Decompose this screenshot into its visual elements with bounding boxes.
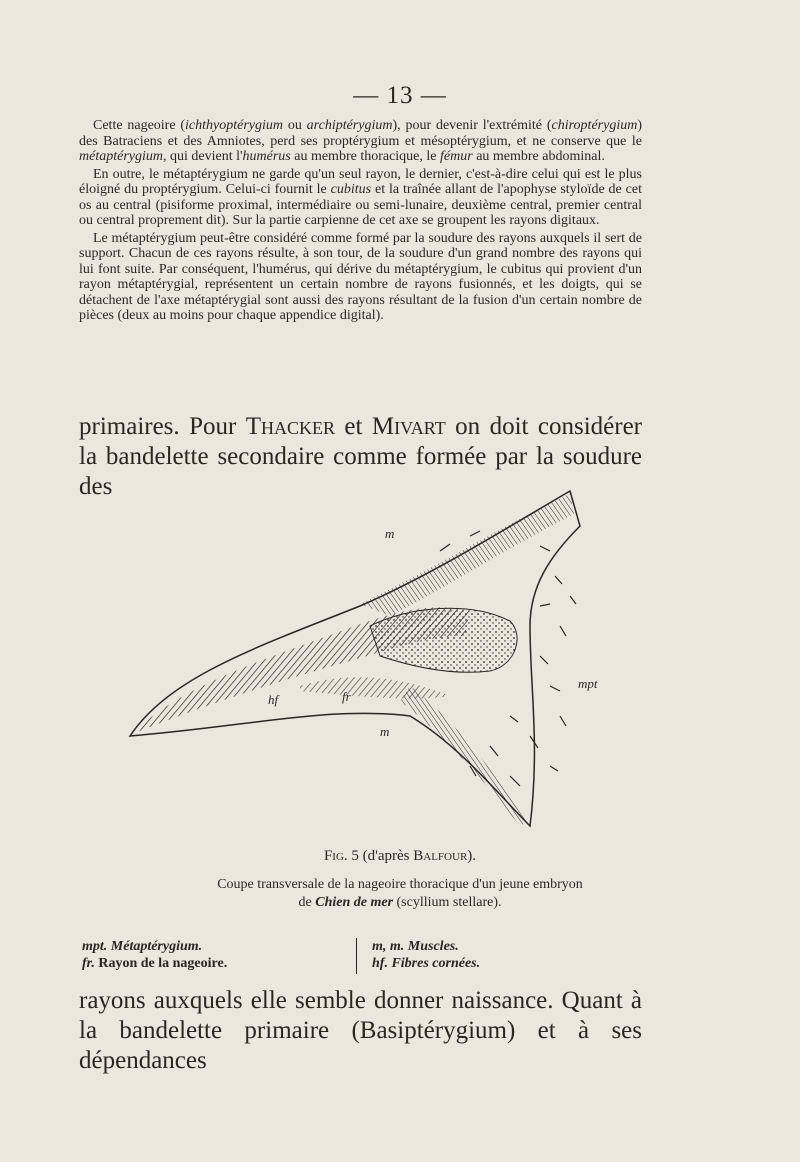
paragraph-1: Cette nageoire (ichthyoptérygium ou archiptérygium), pour devenir l'extrémité (chiroptérygium) des Batraciens et des Amniotes, perd ses proptérygium et mésoptérygium, et ne conserve que le métaptérygium, qui devient l'humérus au membre thoracique, le fémur au membre abdominal. [79, 118, 642, 164]
label-hf: hf [268, 692, 279, 707]
fig-prefix: Fig. [323, 848, 348, 864]
small-print-text [79, 118, 642, 324]
label-m-top: m [385, 526, 395, 541]
upper-muscle-band [360, 494, 574, 616]
inner-ray [300, 677, 450, 698]
label-m-bottom: m [380, 724, 390, 739]
paragraph-3: Le métaptérygium peut-être considéré comme formé par la soudure des rayons auxquels il sert de support. Chacun de ces rayons résulte, à son tour, de la soudure d'un grand nombre des rayons qui lui font suite. Par conséquent, l'humérus, qui dérive du métaptérygium, le cubitus qui provient d'un rayon métaptérygial, représentent un certain nombre de rayons fusionnés, et les doigts, qui se détachent de l'axe métaptérygial sont aussi des rayons résultant de la fusion d'un certain nombre de pièces (deux au moins pour chaque appendice digital). [79, 230, 642, 323]
fig-author: Balfour [413, 848, 468, 864]
caption-line-2: de Chien de mer (scyllium stellare). [298, 895, 502, 910]
fig-rest: 5 (d'après [347, 848, 414, 864]
legend-item: m, m. Muscles. [372, 939, 459, 954]
cartilage-mass [370, 608, 517, 672]
paragraph-2: En outre, le métaptérygium ne garde qu'un seul rayon, le dernier, c'est-à-dire celui qui est le plus éloigné du proptérygium. Celui-ci fournit le cubitus et la traînée allant de l'apophyse styloïde de cet os au central (pisiforme proximal, intermédiaire ou semi-lunaire, deuxième central, premier central ou central proprement dit). Sur la partie carpienne de cet axe se groupent les rayons digitaux. [79, 166, 642, 228]
legend-divider [356, 938, 357, 974]
legend-item: fr. Rayon de la nageoire. [82, 956, 228, 971]
fin-ray [400, 686, 528, 826]
figure-label [0, 848, 800, 865]
label-fr: fr [342, 689, 351, 704]
legend-right [372, 938, 480, 972]
body-text-top: primaires. Pour Thacker et Mivart on doit considérer la bandelette secondaire comme formée par la soudure des [79, 413, 642, 500]
embryo-fin-section-figure [110, 486, 610, 836]
legend-left [82, 938, 227, 972]
legend-item: hf. Fibres cornées. [372, 956, 481, 971]
figure-caption [0, 876, 800, 912]
label-mpt: mpt [578, 676, 598, 691]
fig-end: ). [467, 848, 477, 864]
legend-item: mpt. Métaptérygium. [82, 939, 203, 954]
page-number: — 13 — [353, 82, 447, 109]
body-text-bottom: rayons auxquels elle semble donner naissance. Quant à la bandelette primaire (Basiptérygium) et à ses dépendances [79, 987, 642, 1074]
caption-line-1: Coupe transversale de la nageoire thoracique d'un jeune embryon [217, 877, 583, 892]
